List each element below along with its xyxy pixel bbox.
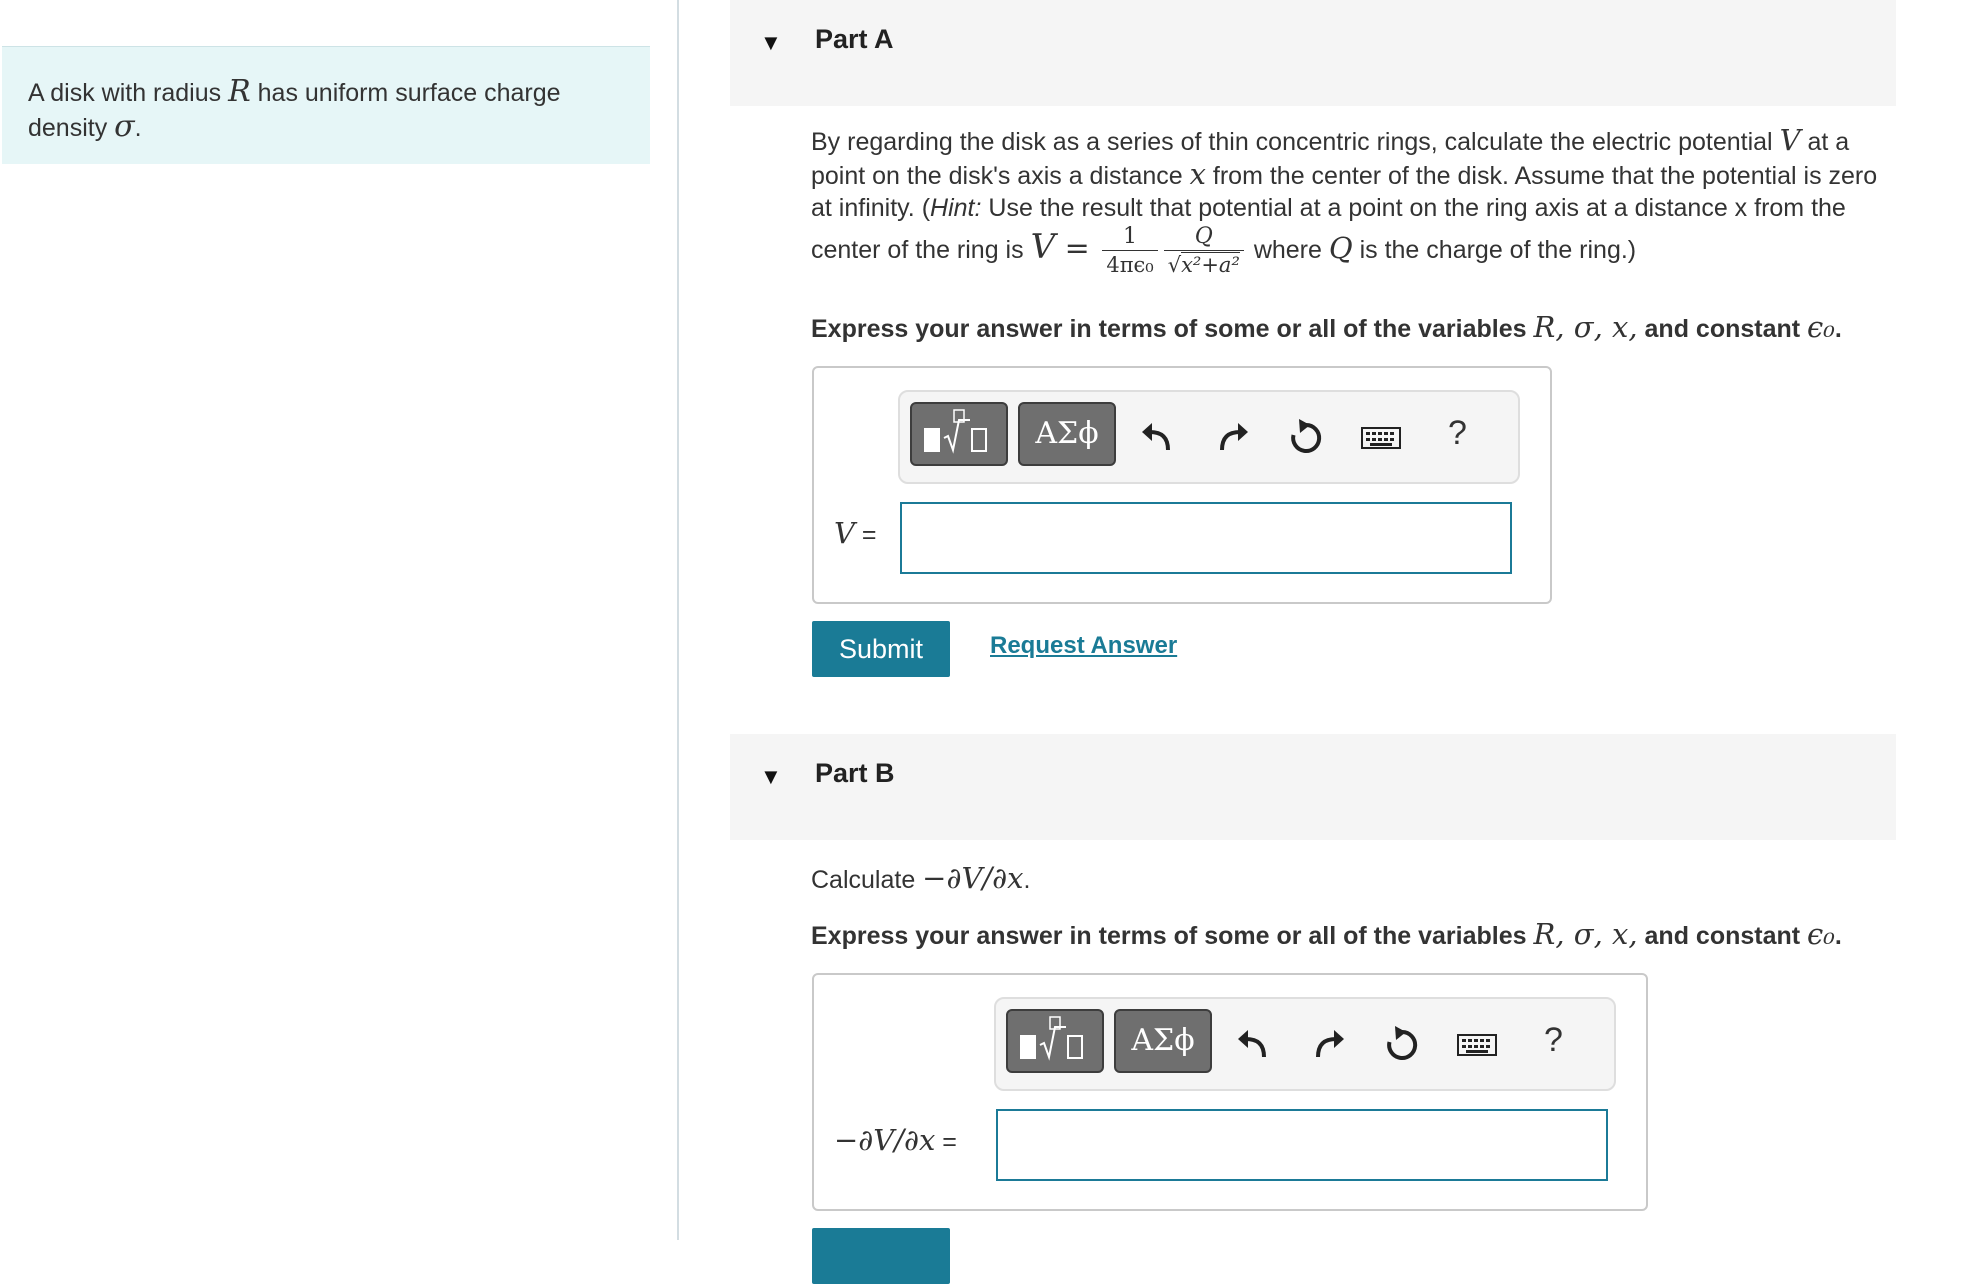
q-var-v: V <box>1779 123 1801 157</box>
q-text-1: By regarding the disk as a series of thin concentric rings, calculate the electric potential <box>811 128 1780 156</box>
instruction-vars: R, σ, x, <box>1533 310 1638 344</box>
templates-button[interactable] <box>910 402 1008 466</box>
part-b-title: Part B <box>815 758 895 788</box>
collapse-triangle-icon[interactable]: ▼ <box>760 764 782 789</box>
formula-eq: = <box>1055 231 1100 267</box>
answer-eq: = <box>935 1128 957 1156</box>
sqrt-icon: √ <box>1167 253 1182 277</box>
templates-icon <box>912 404 1006 464</box>
q-var-q: Q <box>1328 231 1353 266</box>
intro-text: A disk with radius <box>28 79 229 107</box>
part-a-answer-box <box>812 366 1552 604</box>
q-var-x: x <box>1189 157 1206 191</box>
answer-input[interactable] <box>900 502 1512 574</box>
undo-icon[interactable] <box>1138 418 1178 458</box>
answer-label <box>834 1123 957 1157</box>
frac2-den: x²+a² <box>1181 253 1240 277</box>
part-b-question <box>811 862 1901 896</box>
instruction-vars: R, σ, x, <box>1533 917 1638 951</box>
undo-icon[interactable] <box>1234 1025 1274 1065</box>
frac1-den: 4πϵ₀ <box>1106 253 1154 277</box>
answer-var: V <box>834 516 855 550</box>
q-hint: Hint: <box>930 194 982 222</box>
help-button[interactable]: ? <box>1544 1021 1563 1059</box>
help-button[interactable]: ? <box>1448 414 1467 452</box>
keyboard-icon[interactable] <box>1360 418 1402 458</box>
instruction-end: . <box>1834 315 1842 343</box>
collapse-triangle-icon[interactable]: ▼ <box>760 30 782 55</box>
part-a-instruction <box>811 310 1842 344</box>
redo-icon[interactable] <box>1212 418 1252 458</box>
problem-intro <box>2 46 650 164</box>
keyboard-icon[interactable] <box>1456 1025 1498 1065</box>
submit-button[interactable]: Submit <box>812 621 950 677</box>
reset-icon[interactable] <box>1382 1025 1422 1065</box>
formula-frac-2 <box>1164 224 1244 279</box>
formula-v: V <box>1030 227 1056 268</box>
part-a-title: Part A <box>815 24 894 54</box>
q-text-3: from the center of the disk. Assume that the potential is zero at infinity. ( <box>811 162 1878 222</box>
part-b-instruction <box>811 917 1842 951</box>
part-b-answer-box <box>812 973 1648 1211</box>
answer-input[interactable] <box>996 1109 1608 1181</box>
intro-text-end: . <box>134 114 142 142</box>
frac1-num: 1 <box>1102 224 1157 251</box>
instruction-const: ϵ₀ <box>1807 917 1835 951</box>
intro-text-mid: has uniform surface charge density <box>28 79 561 142</box>
part-a-header[interactable] <box>730 0 1896 106</box>
instruction-text: Express your answer in terms of some or all of the variables <box>811 315 1534 343</box>
instruction-text: Express your answer in terms of some or all of the variables <box>811 922 1534 950</box>
part-b-header[interactable] <box>730 734 1896 840</box>
q-text-2: at a point on the disk's axis a distance <box>811 128 1850 190</box>
submit-button-b[interactable] <box>812 1228 950 1284</box>
q-text-5: where <box>1246 236 1329 265</box>
intro-var-r: R <box>228 74 251 109</box>
q-text-4: Use the result that potential at a point on the ring axis at a distance x from the center of the ring is <box>811 194 1846 265</box>
intro-var-sigma: σ <box>114 109 135 144</box>
instruction-text-b: and constant <box>1637 315 1808 343</box>
answer-label <box>834 516 877 550</box>
instruction-end: . <box>1834 922 1842 950</box>
q-end: . <box>1023 866 1031 894</box>
request-answer-link[interactable]: Request Answer <box>990 632 1178 659</box>
redo-icon[interactable] <box>1308 1025 1348 1065</box>
math-toolbar <box>994 997 1616 1091</box>
answer-eq: = <box>854 521 877 549</box>
q-text-6: is the charge of the ring.) <box>1352 236 1637 265</box>
frac2-num: Q <box>1164 224 1244 251</box>
answer-var: −∂V/∂x <box>834 1123 936 1157</box>
templates-icon <box>1008 1011 1102 1071</box>
instruction-const: ϵ₀ <box>1807 310 1835 344</box>
problem-panel <box>0 0 679 1240</box>
part-a-question <box>811 124 1901 279</box>
q-expr: −∂V/∂x <box>922 861 1024 895</box>
q-text: Calculate <box>811 866 923 894</box>
reset-icon[interactable] <box>1286 418 1326 458</box>
greek-symbols-button[interactable]: ΑΣϕ <box>1114 1009 1212 1073</box>
math-toolbar <box>898 390 1520 484</box>
formula-frac-1 <box>1102 224 1157 279</box>
templates-button[interactable] <box>1006 1009 1104 1073</box>
instruction-text-b: and constant <box>1637 922 1808 950</box>
greek-symbols-button[interactable]: ΑΣϕ <box>1018 402 1116 466</box>
